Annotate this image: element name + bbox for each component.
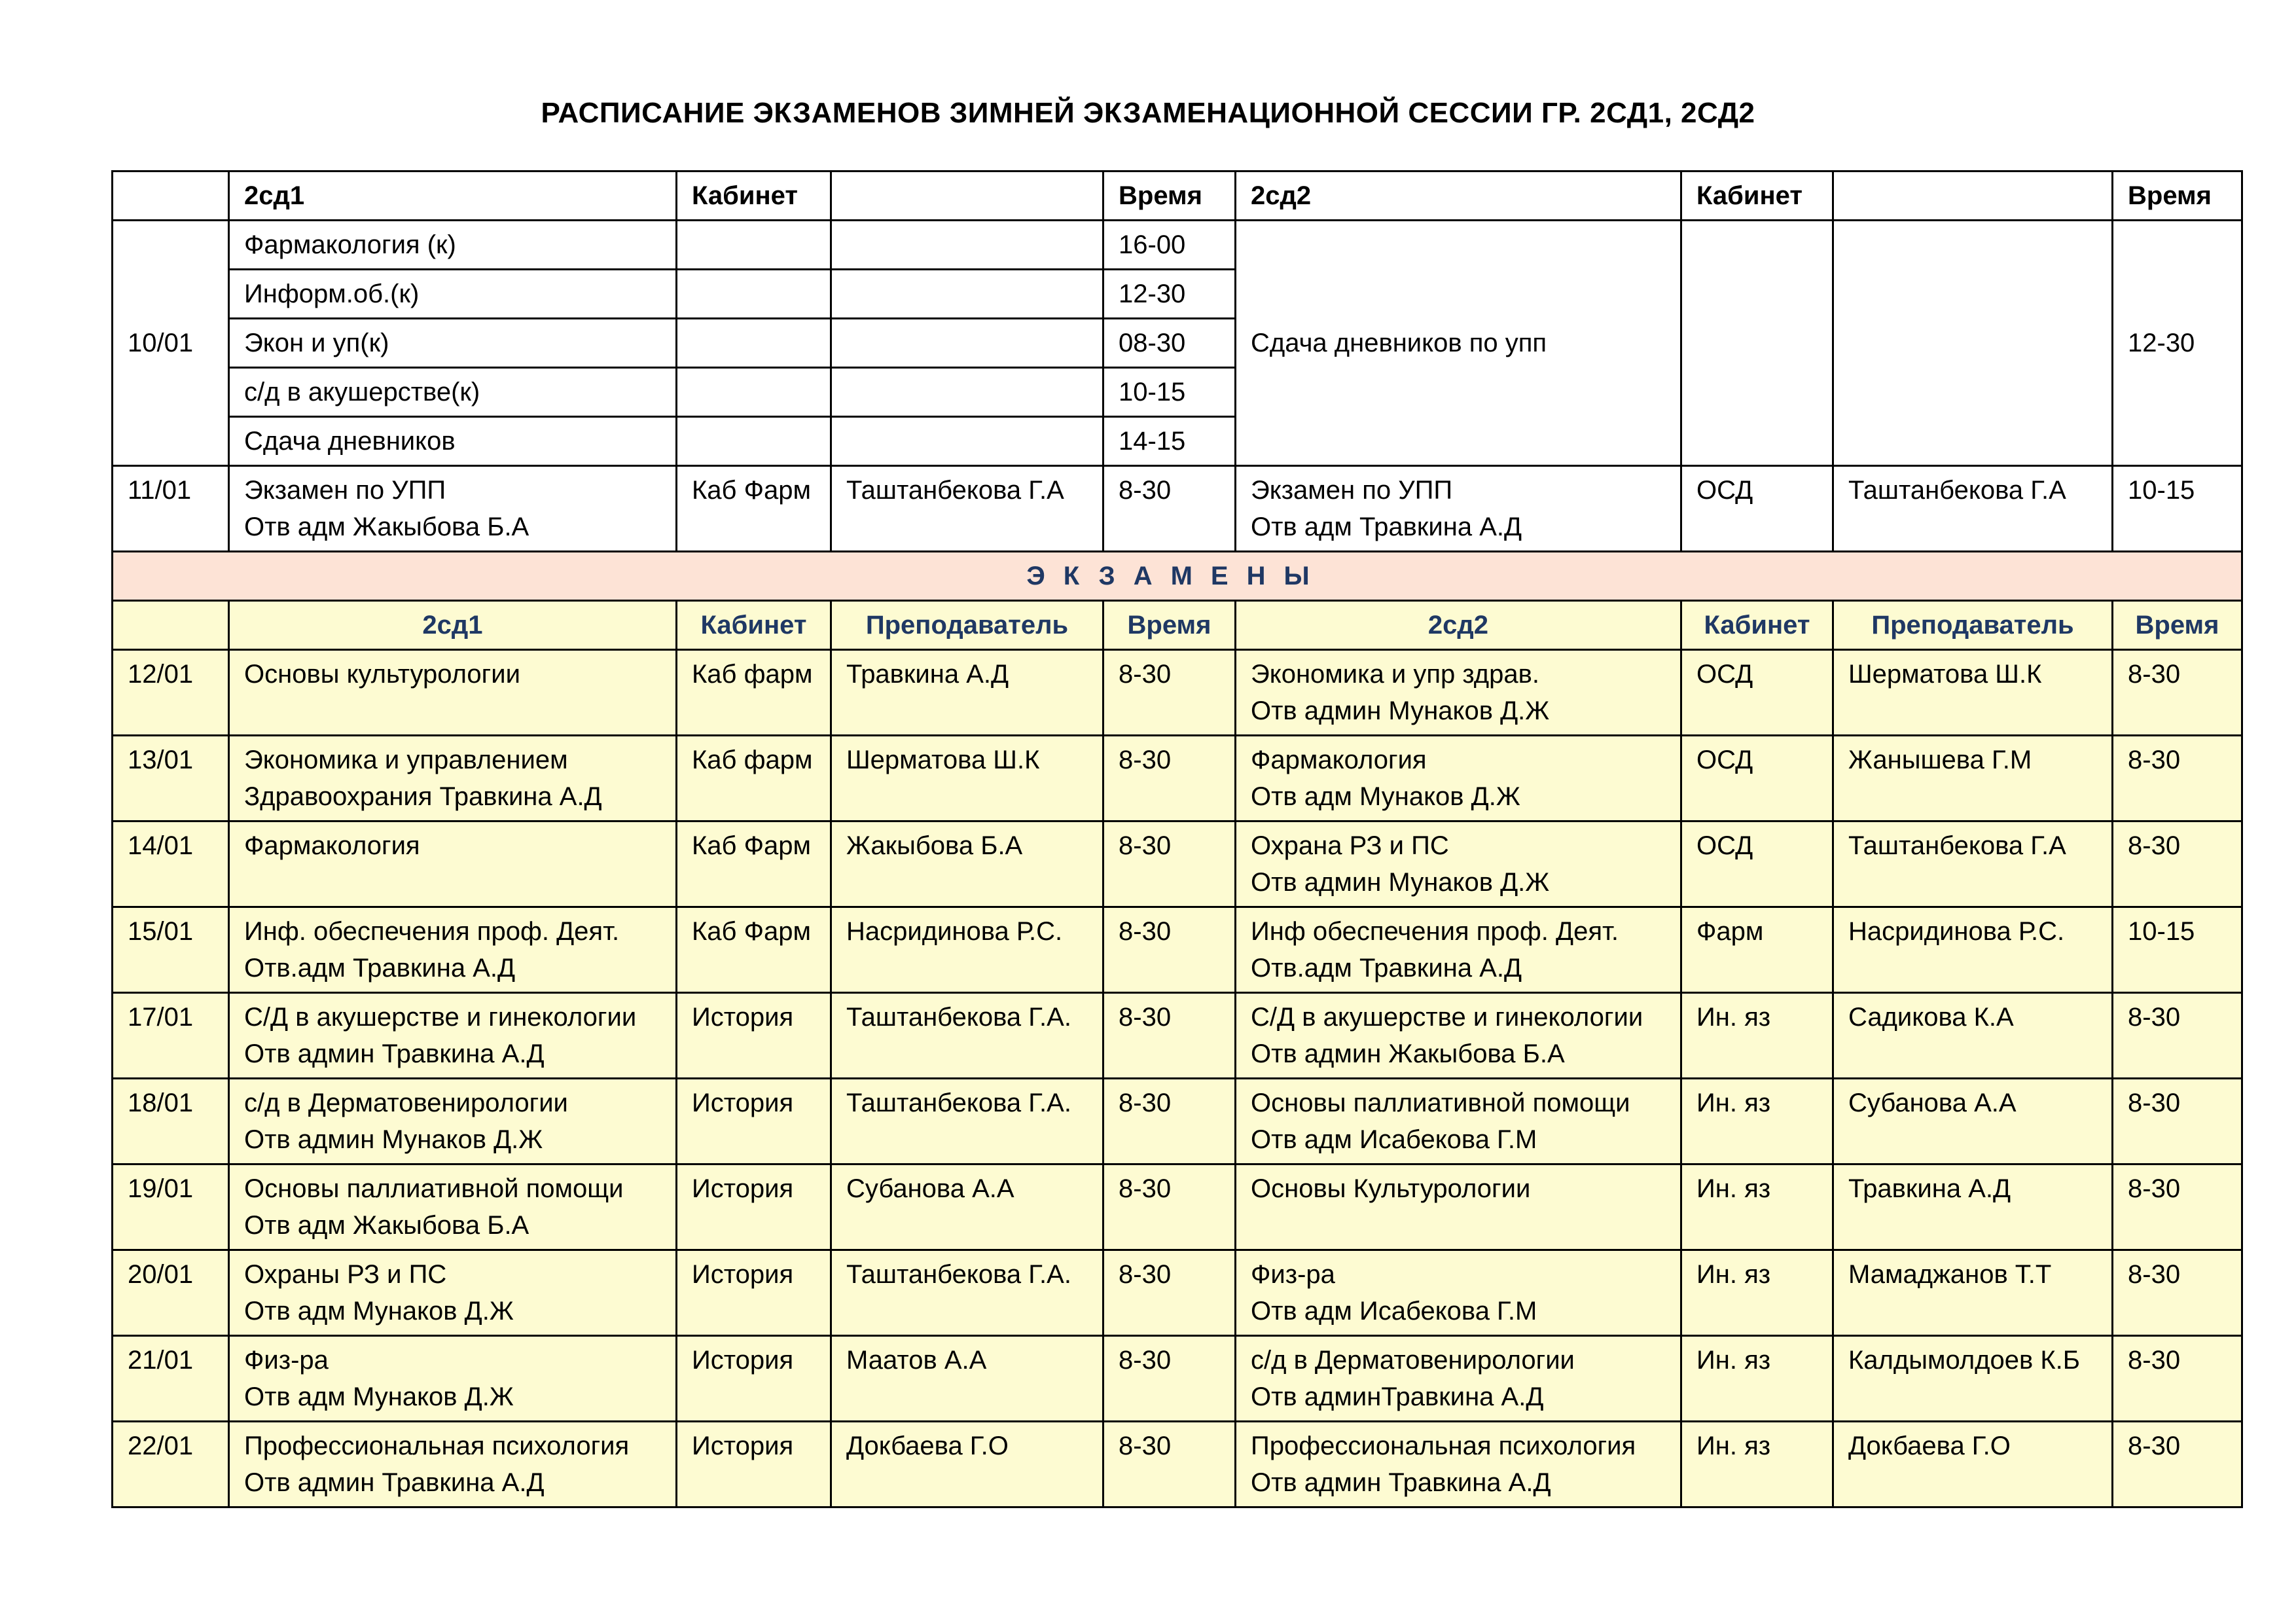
teacher-cell: Мамаджанов Т.Т [1833, 1250, 2113, 1336]
subject-cell [1236, 1079, 1681, 1164]
header-cabinet1: Кабинет [677, 171, 831, 221]
subject-line: Экономика и управлением [244, 746, 568, 774]
responsible-line: Отв адм Мунаков Д.Ж [244, 1382, 514, 1411]
header-cabinet2: Кабинет [1681, 171, 1833, 221]
exam-row [113, 1336, 2242, 1422]
teacher-cell: Таштанбекова Г.А. [831, 1250, 1103, 1336]
cabinet-cell: История [677, 1422, 831, 1507]
subject-line: С/Д в акушерстве и гинекологии [1251, 1003, 1643, 1032]
subject-line: Экзамен по УПП [244, 476, 446, 505]
teacher-cell: Таштанбекова Г.А [1833, 821, 2113, 907]
subject-line: Охрана РЗ и ПС [1251, 831, 1449, 860]
date-cell: 10/01 [113, 221, 229, 466]
subject-line: с/д в Дерматовенирологии [1251, 1346, 1575, 1375]
exams-header-teacher1: Преподаватель [831, 601, 1103, 650]
responsible-line: Отв админТравкина А.Д [1251, 1382, 1544, 1411]
teacher-cell: Докбаева Г.О [1833, 1422, 2113, 1507]
header-time1: Время [1103, 171, 1236, 221]
exam-row [113, 650, 2242, 736]
teacher-cell: Насридинова Р.С. [831, 907, 1103, 993]
cabinet-cell: ОСД [1681, 736, 1833, 821]
exams-banner-row [113, 552, 2242, 601]
date-cell: 12/01 [113, 650, 229, 736]
subject-line: Основы Культурологии [1251, 1174, 1531, 1203]
subject-cell [229, 1079, 677, 1164]
time-cell: 16-00 [1103, 221, 1236, 270]
responsible-line: Отв админ Травкина А.Д [244, 1039, 545, 1068]
responsible-line: Отв админ Мунаков Д.Ж [1251, 696, 1550, 725]
teacher-cell: Травкина А.Д [1833, 1164, 2113, 1250]
subject-cell [229, 1164, 677, 1250]
teacher-cell [831, 270, 1103, 319]
time-cell: 8-30 [1103, 821, 1236, 907]
cabinet-cell [677, 270, 831, 319]
subject-cell: Экон и уп(к) [229, 319, 677, 368]
subject-line: Профессиональная психология [1251, 1432, 1636, 1460]
subject-cell [229, 993, 677, 1079]
subject-cell [229, 1422, 677, 1507]
cabinet-cell: Ин. яз [1681, 993, 1833, 1079]
subject-line: Основы паллиативной помощи [244, 1174, 624, 1203]
responsible-line: Отв админ Мунаков Д.Ж [244, 1125, 543, 1154]
exams-banner: ЭКЗАМЕНЫ [113, 552, 2242, 601]
subject-cell [1236, 993, 1681, 1079]
date-cell: 13/01 [113, 736, 229, 821]
time-cell: 8-30 [2113, 1336, 2242, 1422]
responsible-line: Здравоохрания Травкина А.Д [244, 782, 602, 811]
time-cell: 8-30 [2113, 1164, 2242, 1250]
subject-cell [229, 1250, 677, 1336]
exam-row [113, 821, 2242, 907]
date-cell: 17/01 [113, 993, 229, 1079]
subject-cell: Информ.об.(к) [229, 270, 677, 319]
subject-line: Физ-ра [244, 1346, 329, 1375]
exams-header-group2: 2сд2 [1236, 601, 1681, 650]
exam-row [113, 1164, 2242, 1250]
cabinet-cell: История [677, 1250, 831, 1336]
date-cell: 18/01 [113, 1079, 229, 1164]
teacher-cell: Субанова А.А [1833, 1079, 2113, 1164]
exam-rows [113, 650, 2242, 1507]
schedule-table [111, 170, 2243, 1508]
responsible-line: Отв адм Исабекова Г.М [1251, 1297, 1537, 1326]
exams-header-teacher2: Преподаватель [1833, 601, 2113, 650]
time-cell: 8-30 [1103, 466, 1236, 552]
subject-line: Экономика и упр здрав. [1251, 660, 1539, 689]
exams-header-row [113, 601, 2242, 650]
responsible-line: Отв админ Травкина А.Д [244, 1468, 545, 1497]
time-cell: 10-15 [1103, 368, 1236, 417]
subject-line: С/Д в акушерстве и гинекологии [244, 1003, 637, 1032]
responsible-line: Отв.адм Травкина А.Д [244, 954, 516, 983]
subject-line: Основы паллиативной помощи [1251, 1089, 1630, 1117]
date-cell: 19/01 [113, 1164, 229, 1250]
teacher-cell: Калдымолдоев К.Б [1833, 1336, 2113, 1422]
exams-header-time2: Время [2113, 601, 2242, 650]
cabinet-cell: Каб Фарм [677, 466, 831, 552]
header-group2: 2сд2 [1236, 171, 1681, 221]
time-cell: 8-30 [1103, 907, 1236, 993]
time-cell: 8-30 [2113, 821, 2242, 907]
responsible-line: Отв.адм Травкина А.Д [1251, 954, 1522, 983]
cabinet-cell: Ин. яз [1681, 1250, 1833, 1336]
subject-line: Инф обеспечения проф. Деят. [1251, 917, 1619, 946]
cabinet-cell: ОСД [1681, 821, 1833, 907]
teacher-cell: Субанова А.А [831, 1164, 1103, 1250]
page-title: РАСПИСАНИЕ ЭКЗАМЕНОВ ЗИМНЕЙ ЭКЗАМЕНАЦИОННОЙ СЕССИИ ГР. 2СД1, 2СД2 [541, 97, 1755, 129]
subject-cell: Фармакология (к) [229, 221, 677, 270]
responsible-line: Отв адм Жакыбова Б.А [244, 513, 529, 541]
table-row [113, 221, 2242, 270]
subject-line: Физ-ра [1251, 1260, 1335, 1289]
exams-header-cabinet2: Кабинет [1681, 601, 1833, 650]
teacher-cell: Таштанбекова Г.А [831, 466, 1103, 552]
subject-line: Фармакология [1251, 746, 1427, 774]
subject-cell [229, 466, 677, 552]
subject-line: Профессиональная психология [244, 1432, 630, 1460]
time-cell: 8-30 [1103, 736, 1236, 821]
time-cell: 14-15 [1103, 417, 1236, 466]
exam-row [113, 1250, 2242, 1336]
header-teacher1 [831, 171, 1103, 221]
subject-line: Экзамен по УПП [1251, 476, 1453, 505]
subject-cell [1236, 1336, 1681, 1422]
subject-cell [1236, 907, 1681, 993]
exam-row [113, 736, 2242, 821]
cabinet-cell: История [677, 1079, 831, 1164]
responsible-line: Отв адм Исабекова Г.М [1251, 1125, 1537, 1154]
exams-header-date [113, 601, 229, 650]
time-cell: 12-30 [1103, 270, 1236, 319]
cabinet-cell [677, 319, 831, 368]
table-header-row [113, 171, 2242, 221]
responsible-line: Отв адм Травкина А.Д [1251, 513, 1522, 541]
teacher-cell: Травкина А.Д [831, 650, 1103, 736]
subject-cell [1236, 736, 1681, 821]
time-cell: 08-30 [1103, 319, 1236, 368]
exam-row [113, 993, 2242, 1079]
time-cell: 8-30 [1103, 1422, 1236, 1507]
subject-line: Основы культурологии [244, 660, 520, 689]
subject-cell: с/д в акушерстве(к) [229, 368, 677, 417]
cabinet-cell: Каб фарм [677, 736, 831, 821]
subject-cell [229, 821, 677, 907]
subject-cell [1236, 821, 1681, 907]
time-cell: 8-30 [1103, 1250, 1236, 1336]
cabinet-cell [1681, 221, 1833, 466]
subject-cell [229, 1336, 677, 1422]
cabinet-cell: Ин. яз [1681, 1079, 1833, 1164]
subject-line: Охраны РЗ и ПС [244, 1260, 447, 1289]
cabinet-cell [677, 368, 831, 417]
cabinet-cell: История [677, 1336, 831, 1422]
subject-line: Инф. обеспечения проф. Деят. [244, 917, 620, 946]
subject-cell [1236, 466, 1681, 552]
teacher-cell: Докбаева Г.О [831, 1422, 1103, 1507]
time-cell: 12-30 [2113, 221, 2242, 466]
teacher-cell: Насридинова Р.С. [1833, 907, 2113, 993]
time-cell: 10-15 [2113, 466, 2242, 552]
responsible-line: Отв админ Жакыбова Б.А [1251, 1039, 1565, 1068]
subject-line: с/д в Дерматовенирологии [244, 1089, 568, 1117]
table-row [113, 466, 2242, 552]
teacher-cell: Жакыбова Б.А [831, 821, 1103, 907]
subject-cell [229, 650, 677, 736]
subject-cell: Сдача дневников [229, 417, 677, 466]
cabinet-cell: История [677, 1164, 831, 1250]
time-cell: 8-30 [2113, 1422, 2242, 1507]
subject-cell: Сдача дневников по упп [1236, 221, 1681, 466]
teacher-cell: Маатов А.А [831, 1336, 1103, 1422]
date-cell: 20/01 [113, 1250, 229, 1336]
cabinet-cell: Каб фарм [677, 650, 831, 736]
cabinet-cell: Ин. яз [1681, 1336, 1833, 1422]
cabinet-cell: ОСД [1681, 466, 1833, 552]
exam-row [113, 1079, 2242, 1164]
responsible-line: Отв адм Мунаков Д.Ж [244, 1297, 514, 1326]
cabinet-cell: ОСД [1681, 650, 1833, 736]
date-cell: 21/01 [113, 1336, 229, 1422]
cabinet-cell: Фарм [1681, 907, 1833, 993]
cabinet-cell: Каб Фарм [677, 907, 831, 993]
time-cell: 8-30 [2113, 1079, 2242, 1164]
exam-row [113, 1422, 2242, 1507]
responsible-line: Отв админ Травкина А.Д [1251, 1468, 1551, 1497]
exams-header-time1: Время [1103, 601, 1236, 650]
header-time2: Время [2113, 171, 2242, 221]
teacher-cell: Таштанбекова Г.А [1833, 466, 2113, 552]
time-cell: 8-30 [2113, 650, 2242, 736]
time-cell: 8-30 [2113, 1250, 2242, 1336]
teacher-cell [831, 368, 1103, 417]
time-cell: 8-30 [1103, 993, 1236, 1079]
cabinet-cell: Каб Фарм [677, 821, 831, 907]
teacher-cell: Садикова К.А [1833, 993, 2113, 1079]
exam-row [113, 907, 2242, 993]
time-cell: 8-30 [1103, 1336, 1236, 1422]
teacher-cell: Таштанбекова Г.А. [831, 1079, 1103, 1164]
subject-cell [1236, 1422, 1681, 1507]
responsible-line: Отв админ Мунаков Д.Ж [1251, 868, 1550, 897]
time-cell: 8-30 [1103, 650, 1236, 736]
exams-header-cabinet1: Кабинет [677, 601, 831, 650]
header-group1: 2сд1 [229, 171, 677, 221]
teacher-cell: Шерматова Ш.К [831, 736, 1103, 821]
exams-header-group1: 2сд1 [229, 601, 677, 650]
cabinet-cell: Ин. яз [1681, 1164, 1833, 1250]
time-cell: 8-30 [2113, 736, 2242, 821]
date-cell: 11/01 [113, 466, 229, 552]
responsible-line: Отв адм Мунаков Д.Ж [1251, 782, 1520, 811]
cabinet-cell [677, 417, 831, 466]
teacher-cell [831, 221, 1103, 270]
subject-cell [229, 736, 677, 821]
responsible-line: Отв адм Жакыбова Б.А [244, 1211, 529, 1240]
subject-line: Фармакология [244, 831, 420, 860]
header-teacher2 [1833, 171, 2113, 221]
teacher-cell: Таштанбекова Г.А. [831, 993, 1103, 1079]
subject-cell [1236, 650, 1681, 736]
time-cell: 8-30 [1103, 1164, 1236, 1250]
cabinet-cell: Ин. яз [1681, 1422, 1833, 1507]
date-cell: 15/01 [113, 907, 229, 993]
time-cell: 8-30 [2113, 993, 2242, 1079]
teacher-cell [1833, 221, 2113, 466]
date-cell: 22/01 [113, 1422, 229, 1507]
date-cell: 14/01 [113, 821, 229, 907]
cabinet-cell [677, 221, 831, 270]
teacher-cell: Шерматова Ш.К [1833, 650, 2113, 736]
teacher-cell [831, 319, 1103, 368]
cabinet-cell: История [677, 993, 831, 1079]
header-date-cell [113, 171, 229, 221]
teacher-cell [831, 417, 1103, 466]
subject-cell [1236, 1164, 1681, 1250]
time-cell: 8-30 [1103, 1079, 1236, 1164]
time-cell: 10-15 [2113, 907, 2242, 993]
subject-cell [1236, 1250, 1681, 1336]
subject-cell [229, 907, 677, 993]
teacher-cell: Жанышева Г.М [1833, 736, 2113, 821]
